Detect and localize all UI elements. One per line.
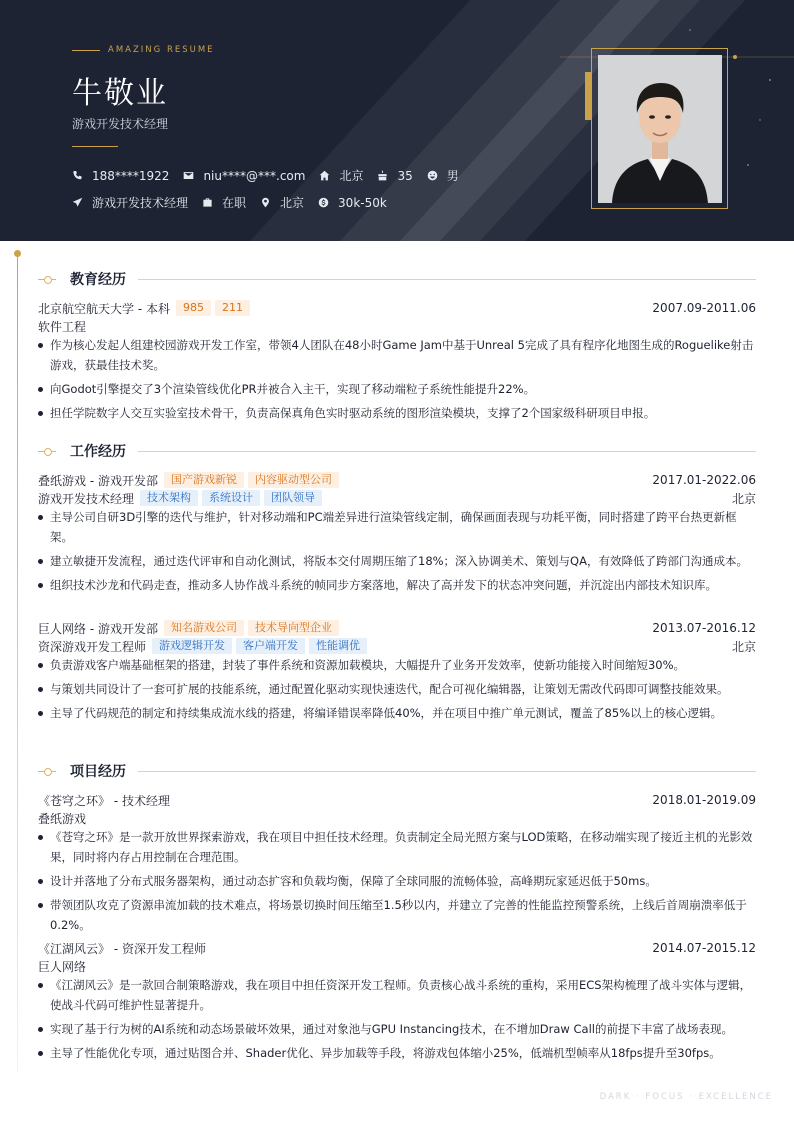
section-title-projects: 项目经历 <box>70 764 126 780</box>
education-entry-header <box>38 299 756 317</box>
salary-text: 30k-50k <box>338 195 387 210</box>
list-item: 组织技术沙龙和代码走查，推动多人协作战斗系统的帧同步方案落地，解决了高并发下的状态冲突问题，并沉淀出内部技术知识库。 <box>38 575 756 595</box>
role-tag: 游戏逻辑开发 <box>152 638 232 654</box>
list-item: 主导了代码规范的制定和持续集成流水线的搭建，将编译错误率降低40%，并在项目中推广单元测试，覆盖了85%以上的核心逻辑。 <box>38 703 756 723</box>
gender-item <box>427 167 459 184</box>
section-title-education: 教育经历 <box>70 272 126 288</box>
status-item <box>202 194 246 211</box>
contact-row <box>72 167 473 184</box>
timeline-dot <box>14 250 21 257</box>
project-name: 《江湖风云》 - 资深开发工程师 <box>38 941 206 956</box>
list-item: 担任学院数字人交互实验室技术骨干，负责高保真角色实时驱动系统的图形渲染模块，支撑了2个国家级科研项目申报。 <box>38 403 756 423</box>
list-item: 《苍穹之环》是一款开放世界探索游戏，我在项目中担任技术经理。负责制定全局光照方案与LOD策略，在移动端实现了接近主机的光影效果，同时将内存占用控制在合理范围。 <box>38 827 756 867</box>
section-rule <box>138 451 756 452</box>
send-icon <box>72 197 83 208</box>
desired-position-item <box>72 194 188 211</box>
project-org: 巨人网络 <box>38 960 87 974</box>
school-name: 北京航空航天大学 - 本科 <box>38 301 170 316</box>
list-item: 向Godot引擎提交了3个渲染管线优化PR并被合入主干，实现了移动端粒子系统性能提升22%。 <box>38 379 756 399</box>
location-pin-icon <box>260 197 271 208</box>
gender-text: 男 <box>446 169 459 183</box>
candidate-name: 牛敬业 <box>72 76 168 111</box>
project-entry-header <box>38 791 756 809</box>
education-date: 2007.09-2011.06 <box>652 301 756 315</box>
project-org: 叠纸游戏 <box>38 812 87 826</box>
project-date: 2018.01-2019.09 <box>652 793 756 807</box>
education-section-header <box>38 269 756 289</box>
cake-icon <box>377 170 388 181</box>
resume-header <box>0 0 794 241</box>
job-intent-row <box>72 194 401 211</box>
role-tag: 技术架构 <box>140 490 198 506</box>
desired-city-text: 北京 <box>280 196 305 210</box>
list-item: 带领团队攻克了资源串流加载的技术难点，将场景切换时间压缩至1.5秒以内，并建立了完善的性能监控预警系统，上线后首周崩溃率低于0.2%。 <box>38 895 756 935</box>
list-item: 负责游戏客户端基础框架的搭建，封装了事件系统和资源加载模块，大幅提升了业务开发效率，使新功能接入时间缩短30%。 <box>38 655 756 675</box>
candidate-title: 游戏开发技术经理 <box>72 117 169 131</box>
work-role-row <box>38 637 756 655</box>
list-item: 实现了基于行为树的AI系统和动态场景破坏效果，通过对象池与GPU Instancing技术，在不增加Draw Call的前提下丰富了战场表现。 <box>38 1019 756 1039</box>
role-tag: 客户端开发 <box>236 638 305 654</box>
section-marker-icon <box>38 446 56 456</box>
phone-item <box>72 169 169 183</box>
work-date: 2013.07-2016.12 <box>652 621 756 635</box>
list-item: 设计并落地了分布式服务器架构，通过动态扩容和负载均衡，保障了全球同服的流畅体验，高峰期玩家延迟低于50ms。 <box>38 871 756 891</box>
major: 软件工程 <box>38 320 87 334</box>
project-name: 《苍穹之环》 - 技术经理 <box>38 793 170 808</box>
desired-city-item <box>260 194 304 211</box>
phone-icon <box>72 170 83 181</box>
avatar <box>598 55 722 203</box>
list-item: 主导了性能优化专项，通过贴图合并、Shader优化、异步加载等手段，将游戏包体缩小25%，低端机型帧率从18fps提升至30fps。 <box>38 1043 756 1063</box>
header-tagline <box>72 45 215 55</box>
list-item: 《江湖风云》是一款回合制策略游戏，我在项目中担任资深开发工程师。负责核心战斗系统的重构，采用ECS架构梳理了战斗实体与逻辑，使战斗代码可维护性显著提升。 <box>38 975 756 1015</box>
dollar-icon <box>318 197 329 208</box>
briefcase-icon <box>202 197 213 208</box>
section-rule <box>138 279 756 280</box>
company-tag: 内容驱动型公司 <box>248 472 339 488</box>
age-item <box>377 169 412 183</box>
projects-section-header <box>38 761 756 781</box>
timeline-rail <box>17 252 18 1072</box>
work-bullets <box>38 507 756 599</box>
email-text: niu****@***.com <box>203 168 306 183</box>
project-entry-header <box>38 939 756 957</box>
role-tag: 团队领导 <box>264 490 322 506</box>
status-text: 在职 <box>222 196 247 210</box>
mail-icon <box>183 170 194 181</box>
work-entry-header <box>38 619 756 637</box>
home-icon <box>319 170 330 181</box>
home-city-item <box>319 167 363 184</box>
salary-item <box>318 196 387 210</box>
section-rule <box>138 771 756 772</box>
footer-motto: DARK · FOCUS · EXCELLENCE <box>599 1092 773 1102</box>
age-text: 35 <box>397 168 413 183</box>
section-marker-icon <box>38 274 56 284</box>
project-date: 2014.07-2015.12 <box>652 941 756 955</box>
company-tag: 技术导向型企业 <box>248 620 339 636</box>
company-name: 巨人网络 - 游戏开发部 <box>38 621 158 636</box>
tagline-text: AMAZING RESUME <box>108 45 215 55</box>
list-item: 主导公司自研3D引擎的迭代与维护，针对移动端和PC端差异进行渲染管线定制，确保画面表现与功耗平衡，同时搭建了跨平台热更新框架。 <box>38 507 756 547</box>
section-marker-icon <box>38 766 56 776</box>
work-date: 2017.01-2022.06 <box>652 473 756 487</box>
project-bullets <box>38 975 756 1067</box>
school-tag: 985 <box>176 300 211 316</box>
work-city: 北京 <box>731 639 756 654</box>
avatar-portrait <box>598 55 722 203</box>
work-role-row <box>38 489 756 507</box>
work-section-header <box>38 441 756 461</box>
role-title: 游戏开发技术经理 <box>38 491 135 506</box>
home-city-text: 北京 <box>339 169 364 183</box>
smile-icon <box>427 170 438 181</box>
header-divider <box>72 146 118 147</box>
list-item: 建立敏捷开发流程，通过迭代评审和自动化测试，将版本交付周期压缩了18%；深入协调美术、策划与QA，有效降低了跨部门沟通成本。 <box>38 551 756 571</box>
work-city: 北京 <box>731 491 756 506</box>
email-item <box>183 169 305 183</box>
company-tag: 知名游戏公司 <box>164 620 244 636</box>
desired-position-text: 游戏开发技术经理 <box>92 196 189 210</box>
phone-text: 188****1922 <box>92 168 170 183</box>
list-item: 与策划共同设计了一套可扩展的技能系统，通过配置化驱动实现快速迭代，配合可视化编辑器，让策划无需改代码即可调整技能效果。 <box>38 679 756 699</box>
role-tag: 系统设计 <box>202 490 260 506</box>
company-tag: 国产游戏新锐 <box>164 472 244 488</box>
role-tag: 性能调优 <box>309 638 367 654</box>
section-title-work: 工作经历 <box>70 444 126 460</box>
work-bullets <box>38 655 756 727</box>
company-name: 叠纸游戏 - 游戏开发部 <box>38 473 158 488</box>
list-item: 作为核心发起人组建校园游戏开发工作室，带领4人团队在48小时Game Jam中基于Unreal 5完成了具有程序化地图生成的Roguelike射击游戏，获最佳技术奖。 <box>38 335 756 375</box>
role-title: 资深游戏开发工程师 <box>38 639 147 654</box>
education-bullets <box>38 335 756 427</box>
work-entry-header <box>38 471 756 489</box>
project-bullets <box>38 827 756 939</box>
school-tag: 211 <box>215 300 250 316</box>
